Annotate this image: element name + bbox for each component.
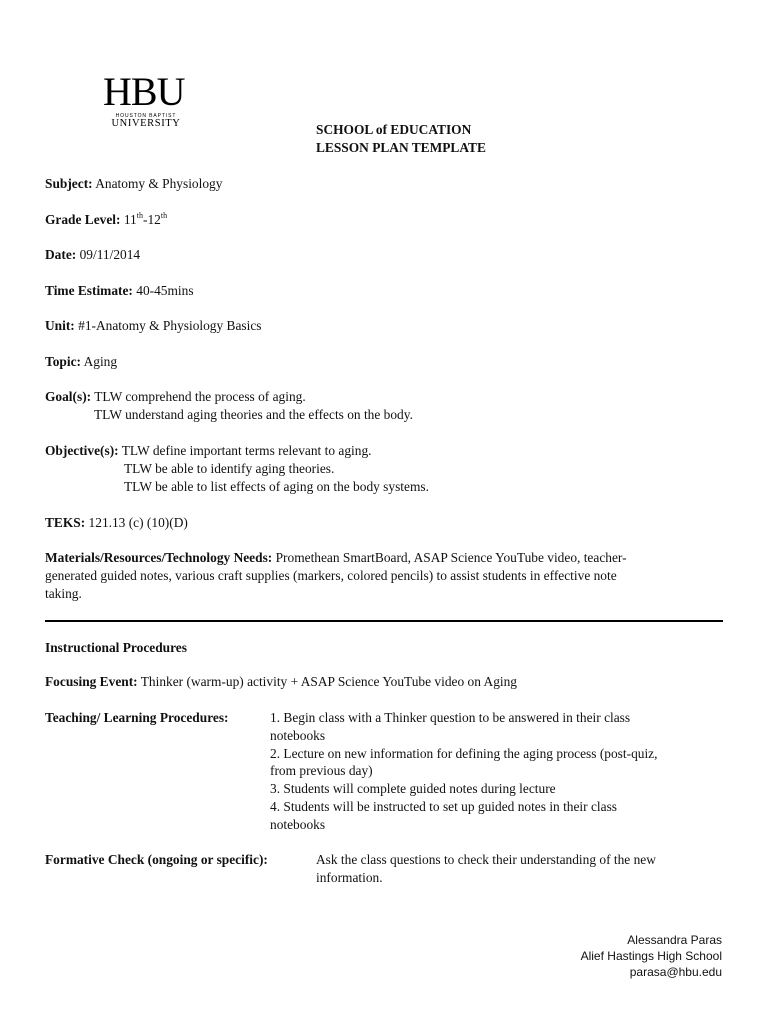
topic-label: Topic: [45, 354, 81, 369]
materials-line: generated guided notes, various craft supplies (markers, colored pencils) to assist students in effective note [45, 568, 617, 583]
teaching-line: 2. Lecture on new information for defining the aging process (post-quiz, [270, 746, 658, 761]
date-label: Date: [45, 247, 77, 262]
materials-label: Materials/Resources/Technology Needs: [45, 550, 273, 565]
formative-line: Ask the class questions to check their understanding of the new [316, 852, 656, 867]
template-heading: LESSON PLAN TEMPLATE [316, 140, 486, 155]
goal-item: TLW understand aging theories and the effects on the body. [94, 407, 413, 422]
objective-item: TLW be able to list effects of aging on the body systems. [124, 479, 429, 494]
author-email: parasa@hbu.edu [629, 965, 722, 979]
teaching-line: 1. Begin class with a Thinker question to be answered in their class [270, 710, 631, 725]
focusing-label: Focusing Event: [45, 674, 138, 689]
teaching-line: 4. Students will be instructed to set up guided notes in their class [270, 799, 617, 814]
section-divider [45, 620, 723, 622]
grade-row [45, 211, 167, 228]
topic-row [45, 353, 117, 370]
objectives-label: Objective(s): [45, 443, 119, 458]
author-school: Alief Hastings High School [580, 949, 722, 963]
goals-label: Goal(s): [45, 389, 92, 404]
teaching-line: notebooks [270, 817, 326, 832]
date-value: 09/11/2014 [79, 247, 141, 262]
grade-value: 11th-12th [123, 210, 168, 227]
unit-value: #1-Anatomy & Physiology Basics [78, 318, 262, 333]
grade-label: Grade Level: [45, 212, 121, 227]
teaching-label: Teaching/ Learning Procedures: [45, 710, 229, 725]
subject-row [45, 175, 222, 192]
subject-label: Subject: [45, 176, 93, 191]
goals-row [45, 388, 306, 405]
teaching-line: from previous day) [270, 763, 373, 778]
unit-label: Unit: [45, 318, 75, 333]
teks-value: 121.13 (c) (10)(D) [88, 515, 188, 530]
instructional-heading: Instructional Procedures [45, 640, 187, 655]
formative-label: Formative Check (ongoing or specific): [45, 852, 268, 867]
subject-value: Anatomy & Physiology [95, 176, 223, 191]
unit-row [45, 317, 262, 334]
topic-value: Aging [83, 354, 118, 369]
time-row [45, 282, 194, 299]
logo-mark: HBU [103, 69, 185, 114]
materials-line: taking. [45, 586, 82, 601]
logo-university: UNIVERSITY [111, 118, 181, 129]
hbu-logo [103, 69, 187, 132]
materials-row [45, 549, 627, 566]
objective-item: TLW be able to identify aging theories. [124, 461, 335, 476]
teaching-line: notebooks [270, 728, 326, 743]
objectives-row [45, 442, 372, 459]
teks-label: TEKS: [45, 515, 86, 530]
logo-subtitle: HOUSTON BAPTIST [115, 113, 177, 119]
objective-item: TLW define important terms relevant to aging. [121, 443, 372, 458]
goal-item: TLW comprehend the process of aging. [94, 389, 306, 404]
time-value: 40-45mins [136, 283, 194, 298]
date-row [45, 246, 140, 263]
formative-line: information. [316, 870, 383, 885]
focusing-value: Thinker (warm-up) activity + ASAP Science YouTube video on Aging [140, 674, 517, 689]
time-label: Time Estimate: [45, 283, 133, 298]
focusing-row [45, 673, 517, 690]
school-heading: SCHOOL of EDUCATION [316, 122, 472, 137]
teks-row [45, 514, 188, 531]
teaching-line: 3. Students will complete guided notes during lecture [270, 781, 556, 796]
author-name: Alessandra Paras [627, 933, 722, 947]
materials-line: Promethean SmartBoard, ASAP Science YouTube video, teacher- [275, 550, 627, 565]
